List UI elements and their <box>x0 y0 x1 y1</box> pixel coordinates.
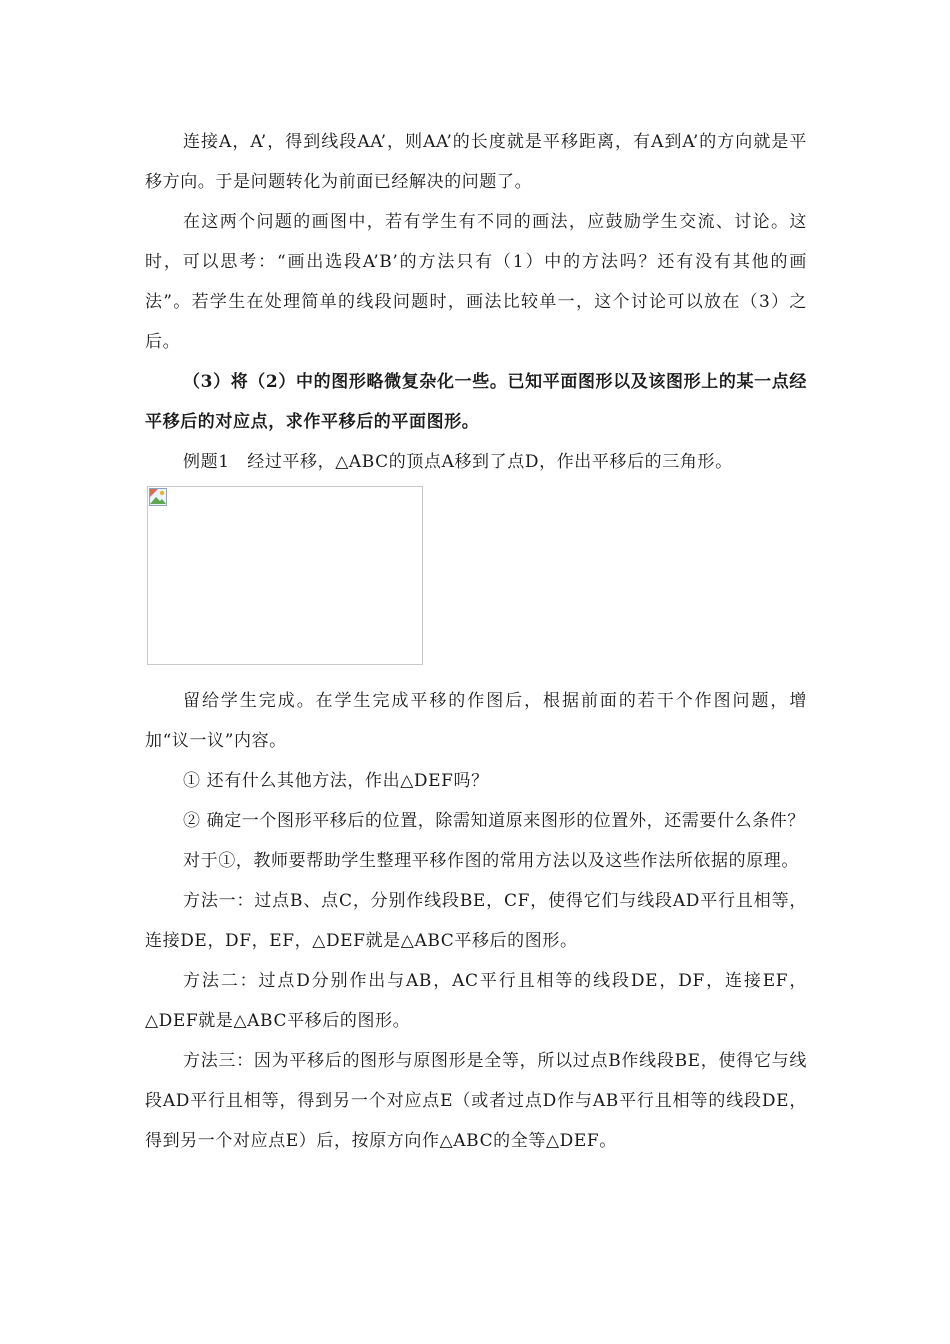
paragraph-translation-distance: 连接A，A’，得到线段AA’，则AA’的长度就是平移距离，有A到A’的方向就是平移方向。于是问题转化为前面已经解决的问题了。 <box>145 132 807 192</box>
paragraph-section-3-heading: （3）将（2）中的图形略微复杂化一些。已知平面图形以及该图形上的某一点经平移后的对应点，求作平移后的平面图形。 <box>145 372 807 432</box>
paragraph-method-2: 方法二：过点D分别作出与AB，AC平行且相等的线段DE，DF，连接EF，△DEF就是△ABC平移后的图形。 <box>145 971 807 1031</box>
paragraph-drawing-methods: 在这两个问题的画图中，若有学生有不同的画法，应鼓励学生交流、讨论。这时，可以思考：“画出选段A’B’的方法只有（1）中的方法吗？还有没有其他的画法”。若学生在处理简单的线段问题时，画法比较单一，这个讨论可以放在（3）之后。 <box>145 212 807 352</box>
paragraph-question-1: ① 还有什么其他方法，作出△DEF吗？ <box>183 771 489 791</box>
paragraph-method-1: 方法一：过点B、点C，分别作线段BE，CF，使得它们与线段AD平行且相等，连接DE，DF，EF，△DEF就是△ABC平移后的图形。 <box>145 891 807 951</box>
example-figure-placeholder <box>147 486 423 665</box>
paragraph-student-task: 留给学生完成。在学生完成平移的作图后，根据前面的若干个作图问题，增加“议一议”内容。 <box>145 691 807 751</box>
broken-image-icon <box>149 488 167 506</box>
paragraph-question-2: ② 确定一个图形平移后的位置，除需知道原来图形的位置外，还需要什么条件？ <box>183 811 806 831</box>
document-body <box>145 122 807 1161</box>
paragraph-example-1: 例题1 经过平移，△ABC的顶点A移到了点D，作出平移后的三角形。 <box>183 452 733 472</box>
paragraph-teacher-guidance: 对于①，教师要帮助学生整理平移作图的常用方法以及这些作法所依据的原理。 <box>183 851 799 871</box>
paragraph-method-3: 方法三：因为平移后的图形与原图形是全等，所以过点B作线段BE，使得它与线段AD平行且相等，得到另一个对应点E（或者过点D作与AB平行且相等的线段DE，得到另一个对应点E）后，按原方向作△ABC的全等△DEF。 <box>145 1051 807 1151</box>
